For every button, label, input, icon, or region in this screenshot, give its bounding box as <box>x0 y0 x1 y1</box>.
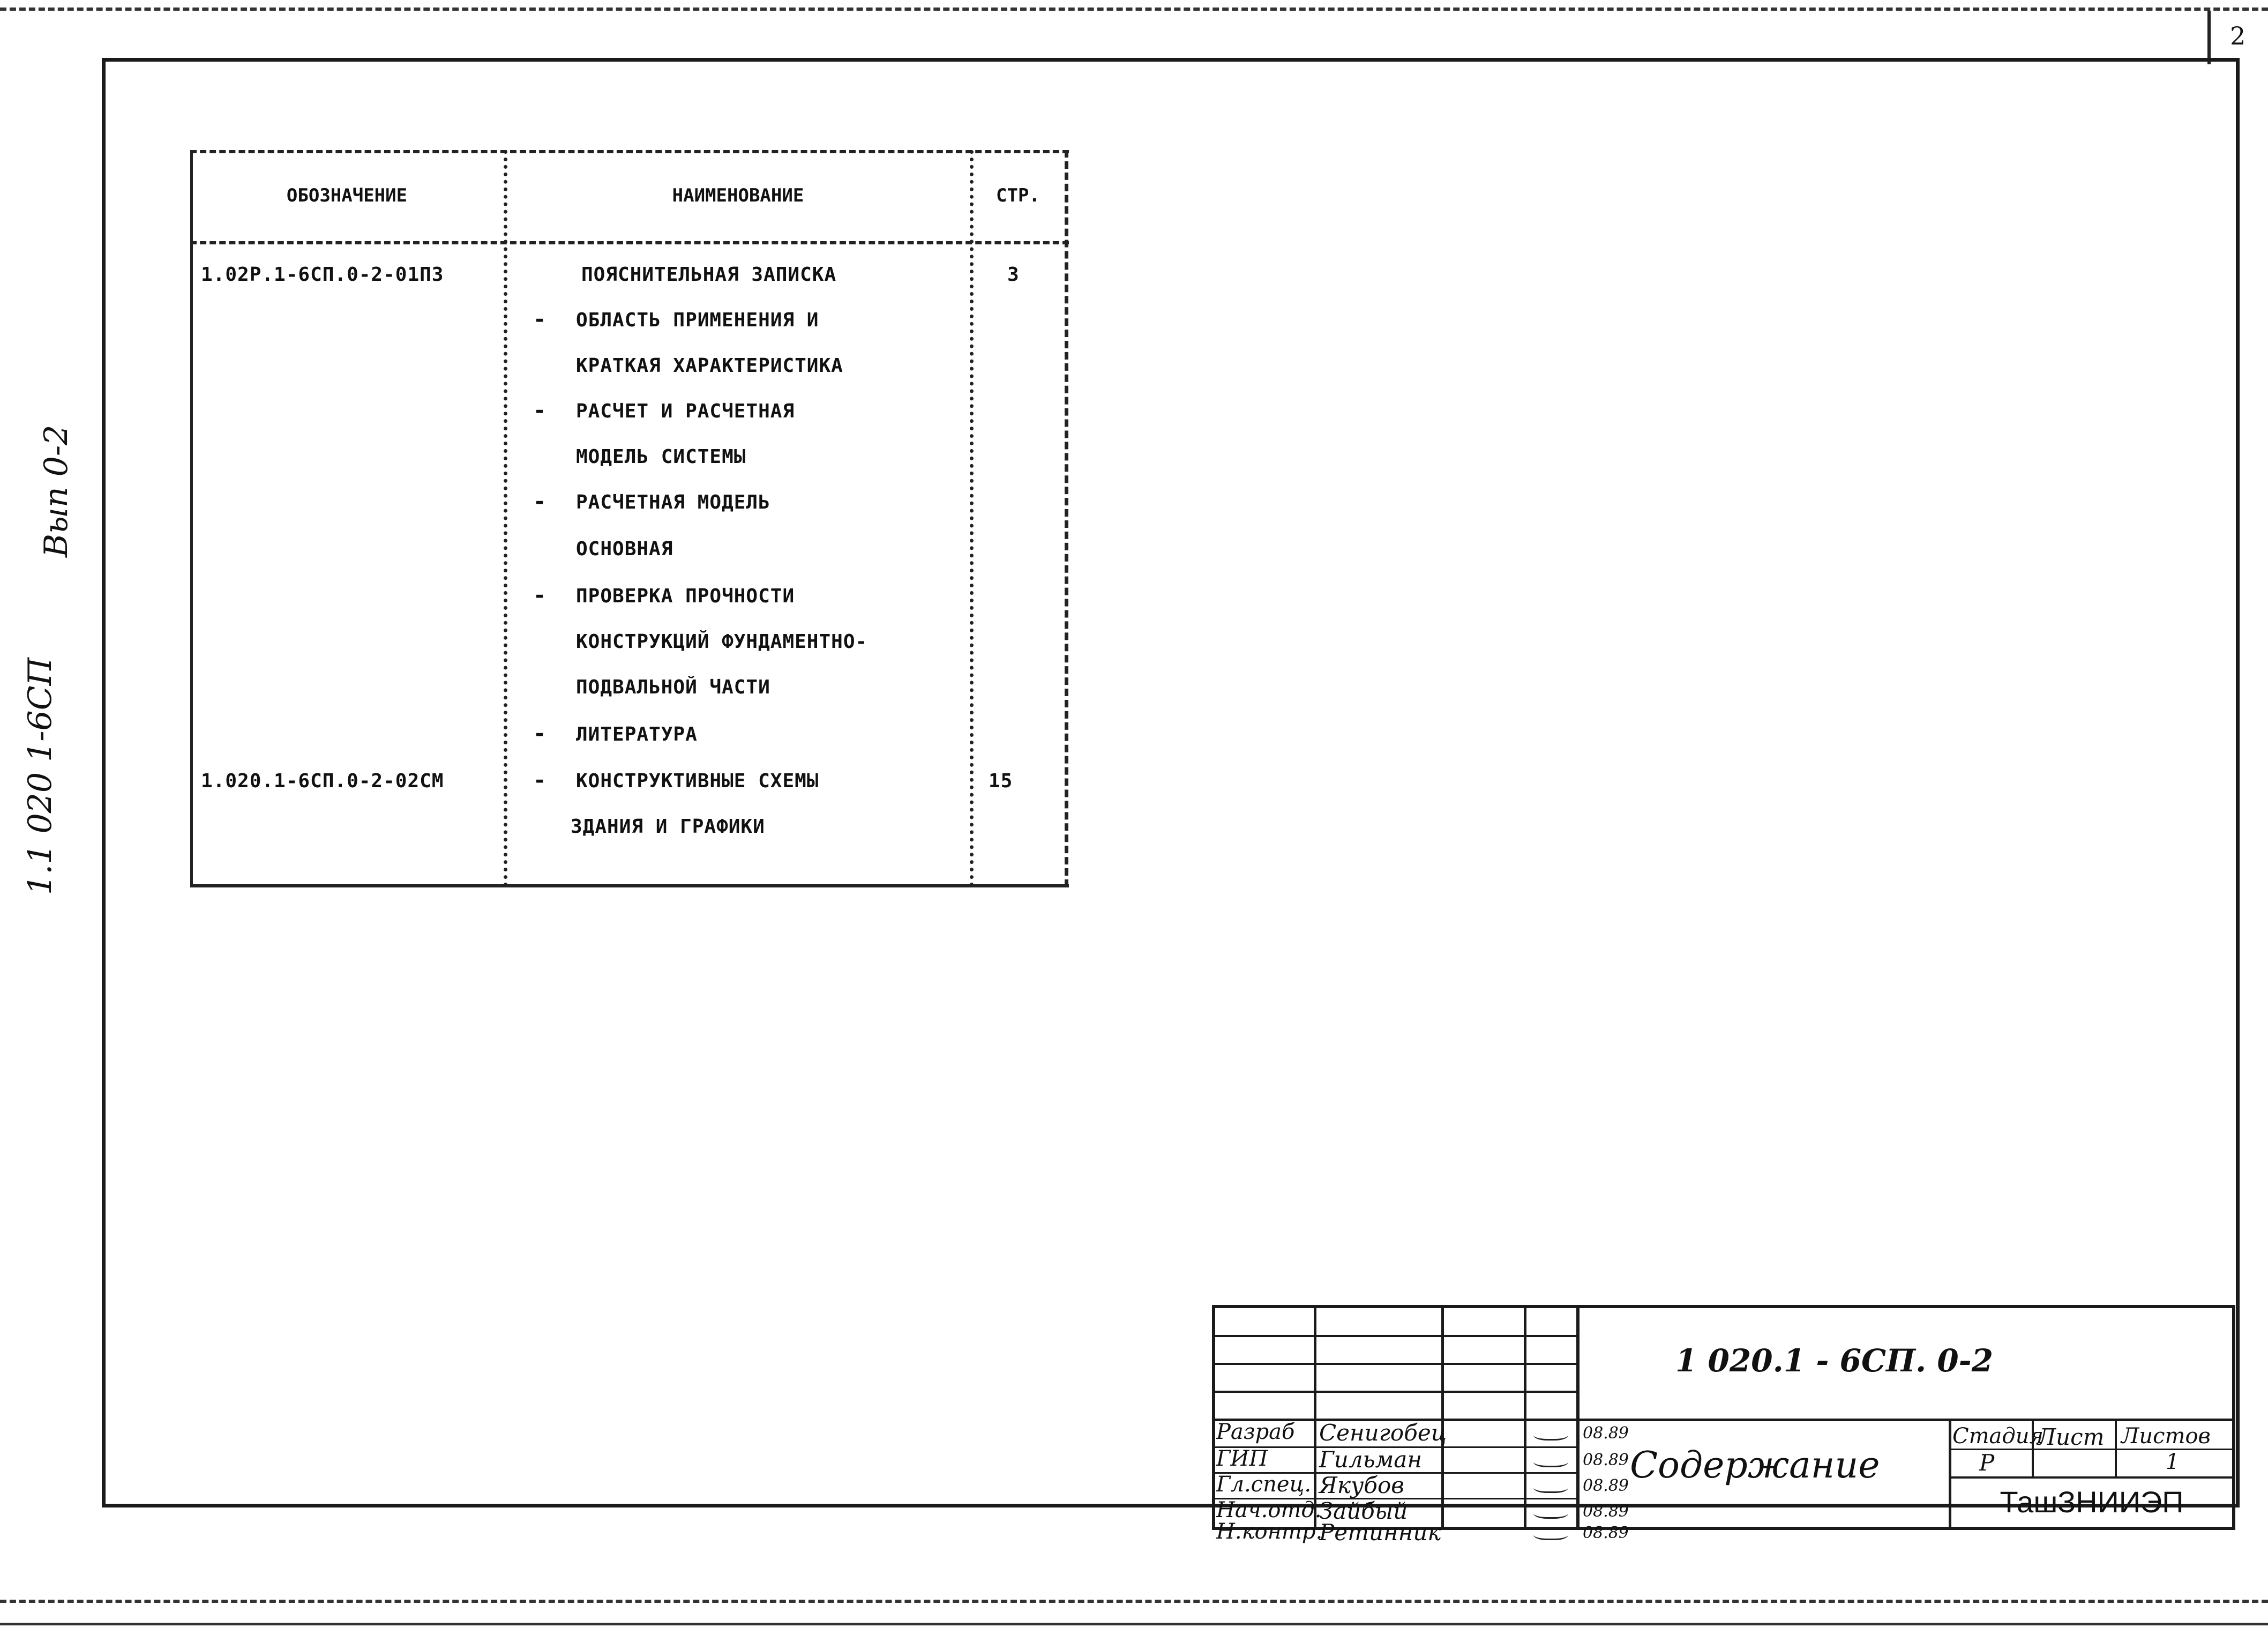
row-name: КОНСТРУКЦИЙ ФУНДАМЕНТНО- <box>576 631 868 653</box>
signature-mark <box>1533 1527 1568 1540</box>
person-name: Гильман <box>1319 1446 1422 1473</box>
sheets-label: Листов <box>2121 1424 2211 1449</box>
row-name: ПОЯСНИТЕЛЬНАЯ ЗАПИСКА <box>581 264 837 286</box>
signature-mark <box>1533 1427 1568 1441</box>
table-bottom-line <box>190 884 1069 887</box>
document-title: Содержание <box>1630 1444 1880 1487</box>
tb-left-line <box>1212 1305 1215 1530</box>
tb-stage-col-2 <box>2115 1419 2117 1477</box>
row-dash: - <box>533 721 547 746</box>
person-role: ГИП <box>1216 1446 1268 1471</box>
row-name: ОСНОВНАЯ <box>576 538 673 560</box>
row-name: ЗДАНИЯ И ГРАФИКИ <box>571 816 765 838</box>
row-dash: - <box>533 398 547 423</box>
row-page: 15 <box>989 770 1013 792</box>
column-divider-1 <box>504 150 507 887</box>
margin-issue: Вып 0-2 <box>38 424 75 557</box>
sheets-value: 1 <box>2166 1450 2180 1474</box>
row-name: ПРОВЕРКА ПРОЧНОСТИ <box>576 585 795 607</box>
row-name: КОНСТРУКТИВНЫЕ СХЕМЫ <box>576 770 819 792</box>
stage-label: Стадия <box>1952 1424 2044 1449</box>
row-dash: - <box>533 768 547 793</box>
bottom-dashed-border <box>0 1600 2268 1603</box>
person-name: Зайбый <box>1319 1498 1408 1524</box>
header-name: НАИМЕНОВАНИЕ <box>672 185 804 206</box>
signature-mark <box>1533 1505 1568 1519</box>
row-designation: 1.02Р.1-6СП.0-2-01ПЗ <box>201 264 444 286</box>
person-date: 08.89 <box>1583 1476 1629 1495</box>
sheet-label: Лист <box>2037 1424 2105 1450</box>
tb-col-1 <box>1314 1305 1316 1530</box>
sheet-number: 2 <box>2230 21 2246 50</box>
row-designation: 1.020.1-6СП.0-2-02СМ <box>201 770 444 792</box>
row-name: КРАТКАЯ ХАРАКТЕРИСТИКА <box>576 355 843 377</box>
person-name: Якубов <box>1319 1472 1404 1498</box>
row-name: МОДЕЛЬ СИСТЕМЫ <box>576 446 746 468</box>
top-right-tick <box>2207 11 2211 64</box>
row-dash: - <box>533 489 547 514</box>
person-date: 08.89 <box>1583 1502 1629 1521</box>
person-date: 08.89 <box>1583 1524 1629 1542</box>
row-name: ОБЛАСТЬ ПРИМЕНЕНИЯ И <box>576 309 819 331</box>
contents-table <box>190 150 1069 887</box>
row-name: РАСЧЕТ И РАСЧЕТНАЯ <box>576 400 795 422</box>
tb-col-4 <box>1576 1305 1580 1530</box>
margin-code: 1.1 020 1-6СП <box>21 658 59 895</box>
row-name: ПОДВАЛЬНОЙ ЧАСТИ <box>576 676 770 698</box>
column-divider-2 <box>970 150 974 887</box>
row-name: РАСЧЕТНАЯ МОДЕЛЬ <box>576 491 770 513</box>
person-role: Нач.отд. <box>1216 1498 1322 1522</box>
row-dash: - <box>533 583 547 608</box>
tb-row-2 <box>1212 1363 1576 1365</box>
tb-right-line <box>2232 1305 2235 1530</box>
signature-mark <box>1533 1454 1568 1467</box>
person-name: Ретинник <box>1319 1519 1441 1546</box>
top-dashed-border <box>0 8 2268 11</box>
person-role: Разраб <box>1216 1420 1295 1444</box>
person-date: 08.89 <box>1583 1451 1629 1469</box>
table-left-line <box>190 150 193 887</box>
person-role: Гл.спец. <box>1216 1472 1312 1497</box>
table-right-line <box>1065 150 1068 887</box>
row-dash: - <box>533 307 547 332</box>
person-date: 08.89 <box>1583 1424 1629 1443</box>
tb-row-1 <box>1212 1335 1576 1337</box>
table-top-line <box>190 150 1069 153</box>
tb-col-2 <box>1441 1305 1444 1530</box>
document-code: 1 020.1 - 6СП. 0-2 <box>1675 1342 1994 1379</box>
signature-mark <box>1533 1480 1568 1493</box>
row-page: 3 <box>1007 264 1020 286</box>
tb-top-line <box>1212 1305 2235 1308</box>
person-name: Сенигобец <box>1319 1420 1447 1446</box>
tb-col-3 <box>1524 1305 1526 1530</box>
header-page: СТР. <box>996 185 1040 206</box>
row-name: ЛИТЕРАТУРА <box>576 723 698 745</box>
tb-row-3 <box>1212 1391 1576 1393</box>
stage-value: Р <box>1979 1450 1995 1476</box>
header-bottom-line <box>190 241 1069 244</box>
header-designation: ОБОЗНАЧЕНИЕ <box>286 185 408 206</box>
bottom-border <box>0 1623 2268 1625</box>
organization: ТашЗНИИЭП <box>2000 1484 2184 1519</box>
title-block <box>1212 1305 2235 1546</box>
person-role: Н.контр. <box>1216 1519 1323 1544</box>
